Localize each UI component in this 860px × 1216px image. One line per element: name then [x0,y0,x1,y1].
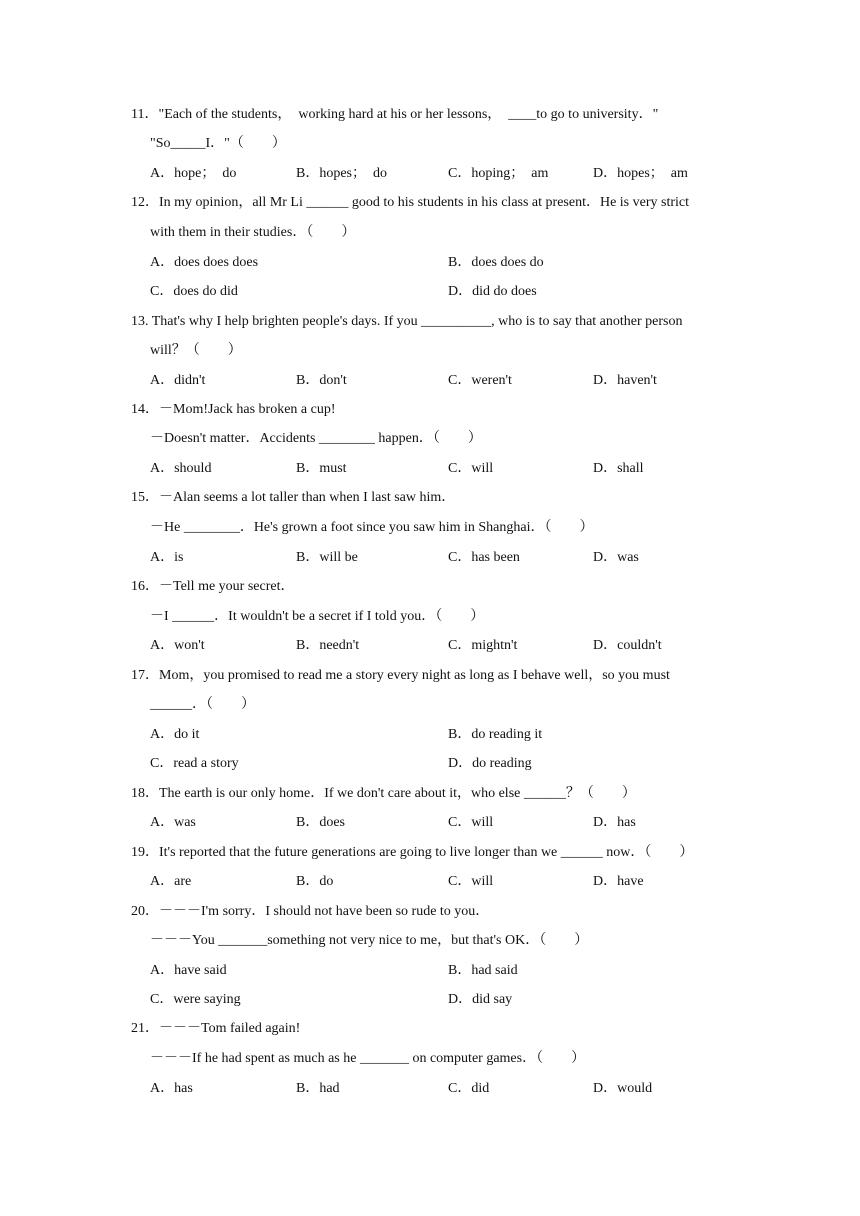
q19-option-d: D．have [593,874,644,889]
q21-option-d: D．would [593,1081,653,1096]
q14-option-d: D．shall [593,461,644,476]
q15-option-b: B．will be [296,550,358,565]
q18-option-a: A．was [150,815,196,830]
q12-option-b: B．does does do [448,255,544,270]
q16-option-c: C．mightn't [448,638,518,653]
question-20-line-1: 20．－－－I'm sorry．I should not have been so rude to you． [131,904,490,919]
question-12-line-1: 12．In my opinion，all Mr Li ______ good to his students in his class at present．He is very strict [131,195,689,210]
q18-option-c: C．will [448,815,494,830]
q12-option-d: D．did do does [448,284,537,299]
q18-option-d: D．has [593,815,636,830]
q11-option-c: C．hoping； am [448,166,549,181]
question-13-line-1: 13. That's why I help brighten people's days. If you __________, who is to say that another person [131,314,683,329]
q13-option-a: A．didn't [150,373,206,388]
q12-option-a: A．does does does [150,255,259,270]
q21-option-b: B．had [296,1081,340,1096]
q15-option-c: C．has been [448,550,520,565]
question-17-line-1: 17．Mom，you promised to read me a story every night as long as I behave well，so you must [131,668,670,683]
q12-option-c: C．does do did [150,284,238,299]
q17-option-b: B．do reading it [448,727,543,742]
q16-option-b: B．needn't [296,638,360,653]
q13-option-d: D．haven't [593,373,657,388]
question-15-line-2: －He ________．He's grown a foot since you saw him in Shanghai．（ ） [150,520,594,535]
q21-option-c: C．did [448,1081,490,1096]
q13-option-c: C．weren't [448,373,512,388]
q20-option-b: B．had said [448,963,518,978]
q13-option-b: B．don't [296,373,347,388]
q21-option-a: A．has [150,1081,193,1096]
q15-option-d: D．was [593,550,639,565]
question-15-line-1: 15．－Alan seems a lot taller than when I last saw him． [131,490,456,505]
q14-option-b: B．must [296,461,347,476]
question-16-line-2: －I ______．It wouldn't be a secret if I told you．（ ） [150,609,485,624]
question-17-line-2: ______．（ ） [150,697,255,712]
question-11-line-1: 11．"Each of the students， working hard at his or her lessons， ____to go to university．" [131,107,659,122]
q11-option-b: B．hopes； do [296,166,387,181]
question-14-line-2: －Doesn't matter．Accidents ________ happen．（ ） [150,431,482,446]
q17-option-d: D．do reading [448,756,532,771]
q15-option-a: A．is [150,550,184,565]
q19-option-c: C．will [448,874,494,889]
q18-option-b: B．does [296,815,345,830]
q14-option-a: A．should [150,461,212,476]
q20-option-c: C．were saying [150,992,241,1007]
q19-option-b: B．do [296,874,334,889]
question-14-line-1: 14．－Mom!Jack has broken a cup! [131,402,336,417]
question-12-line-2: with them in their studies．（ ） [150,225,356,240]
q16-option-a: A．won't [150,638,205,653]
question-13-line-2: will？（ ） [150,343,242,358]
q19-option-a: A．are [150,874,192,889]
q14-option-c: C．will [448,461,494,476]
q11-option-a: A．hope； do [150,166,237,181]
q20-option-a: A．have said [150,963,227,978]
q11-option-d: D．hopes； am [593,166,688,181]
question-20-line-2: －－－You _______something not very nice to me，but that's OK．（ ） [150,933,589,948]
q17-option-a: A．do it [150,727,200,742]
question-16-line-1: 16．－Tell me your secret． [131,579,295,594]
q20-option-d: D．did say [448,992,513,1007]
question-21-line-1: 21．－－－Tom failed again! [131,1021,301,1036]
q16-option-d: D．couldn't [593,638,662,653]
question-21-line-2: －－－If he had spent as much as he _______ on computer games．（ ） [150,1051,586,1066]
question-11-line-2: "So_____I．"（ ） [150,136,286,151]
question-19-line-1: 19．It's reported that the future generations are going to live longer than we ______ now．（ ） [131,845,694,860]
question-18-line-1: 18．The earth is our only home．If we don't care about it，who else ______？（ ） [131,786,636,801]
q17-option-c: C．read a story [150,756,239,771]
